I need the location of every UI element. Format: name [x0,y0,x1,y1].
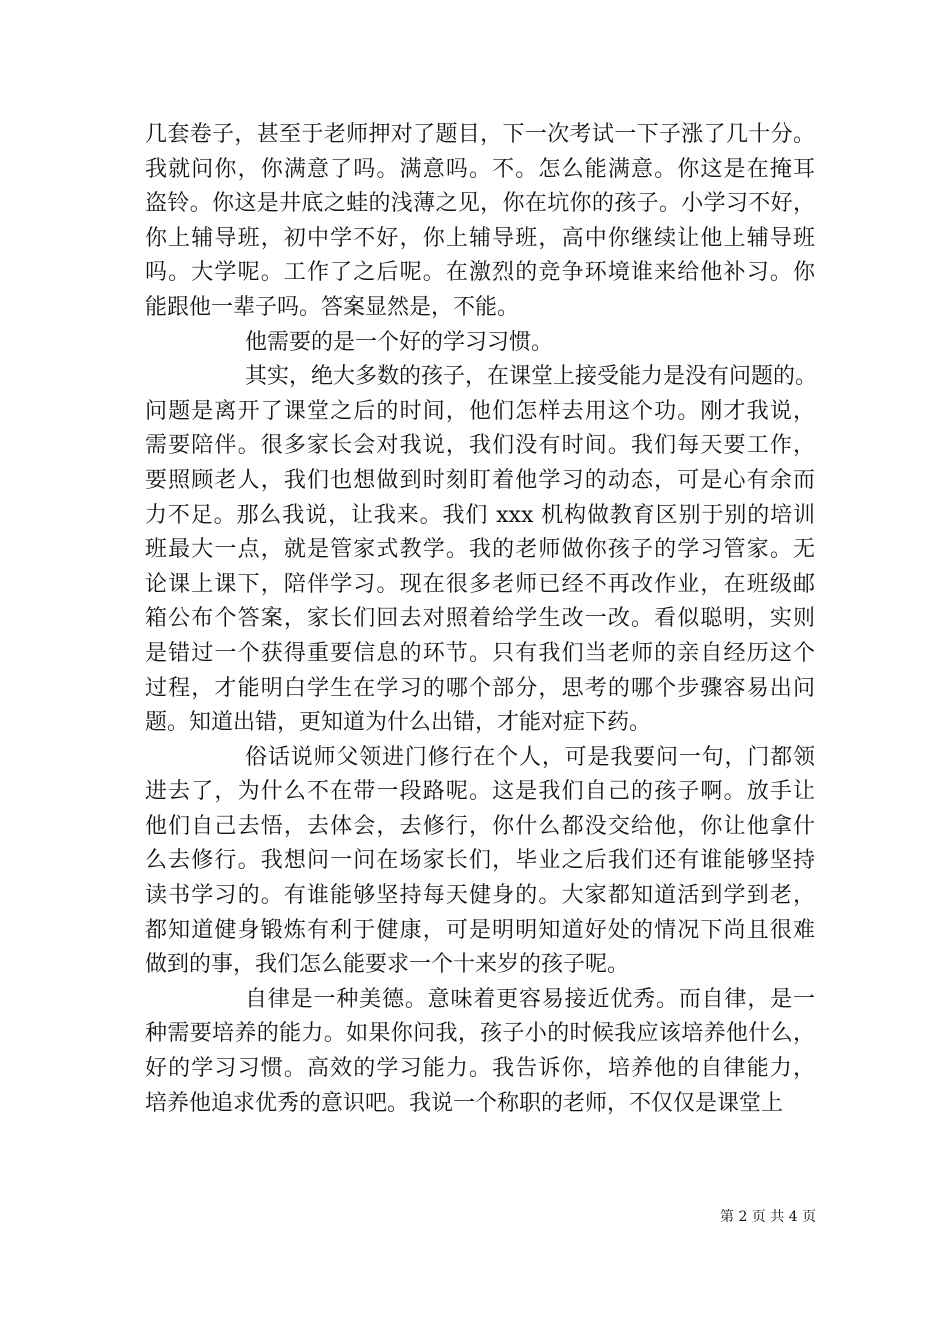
text-line: 种需要培养的能力。如果你问我，孩子小的时候我应该培养他什么， [145,1021,815,1047]
text-line: 进去了，为什么不在带一段路呢。这是我们自己的孩子啊。放手让 [145,779,815,805]
text-line: 盗铃。你这是井底之蛙的浅薄之见，你在坑你的孩子。小学习不好， [145,191,815,217]
text-line: 是错过一个获得重要信息的环节。只有我们当老师的亲自经历这个 [145,640,815,666]
text-line: 能跟他一辈子吗。答案显然是，不能。 [145,294,520,320]
paragraph [145,326,815,361]
text-line: 要照顾老人，我们也想做到时刻盯着他学习的动态，可是心有余而 [145,467,815,493]
text-line: 其实，绝大多数的孩子，在课堂上接受能力是没有问题的。 [245,364,818,390]
text-line: 么去修行。我想问一问在场家长们，毕业之后我们还有谁能够坚持 [145,848,815,874]
text-line: 培养他追求优秀的意识吧。我说一个称职的老师，不仅仅是课堂上 [145,1090,784,1116]
text-line: 需要陪伴。很多家长会对我说，我们没有时间。我们每天要工作， [145,433,815,459]
text-line: 论课上课下，陪伴学习。现在很多老师已经不再改作业，在班级邮 [145,571,815,597]
paragraph [145,360,818,741]
text-line: 俗话说师父领进门修行在个人，可是我要问一句，门都领 [245,744,815,770]
text-line: 过程，才能明白学生在学习的哪个部分，思考的哪个步骤容易出问 [145,675,815,701]
page-number: 第 2 页 共 4 页 [720,1209,817,1225]
text-line: 都知道健身锻炼有利于健康，可是明明知道好处的情况下尚且很难 [145,917,815,943]
text-line: 好的学习习惯。高效的学习能力。我告诉你，培养他的自律能力， [145,1056,815,1082]
text-line: 读书学习的。有谁能够坚持每天健身的。大家都知道活到学到老， [145,883,815,909]
text-line: 自律是一种美德。意味着更容易接近优秀。而自律，是一 [245,986,815,1012]
body-text [145,118,818,1121]
text-line: 箱公布个答案，家长们回去对照着给学生改一改。看似聪明，实则 [145,606,815,632]
text-line: 力不足。那么我说，让我来。我们 xxx 机构做教育区别于别的培训 [145,502,815,528]
paragraph [145,741,815,983]
text-line: 吗。大学呢。工作了之后呢。在激烈的竞争环境谁来给他补习。你 [145,260,815,286]
text-line: 做到的事，我们怎么能要求一个十来岁的孩子呢。 [145,952,630,978]
text-line: 我就问你，你满意了吗。满意吗。不。怎么能满意。你这是在掩耳 [145,156,815,182]
text-line: 问题是离开了课堂之后的时间，他们怎样去用这个功。刚才我说， [145,398,815,424]
text-line: 题。知道出错，更知道为什么出错，才能对症下药。 [145,710,652,736]
text-line: 他需要的是一个好的学习习惯。 [245,329,554,355]
text-line: 班最大一点，就是管家式教学。我的老师做你孩子的学习管家。无 [145,537,815,563]
paragraph [145,983,815,1121]
text-line: 几套卷子，甚至于老师押对了题目，下一次考试一下子涨了几十分。 [145,122,815,147]
text-line: 他们自己去悟，去体会，去修行，你什么都没交给他，你让他拿什 [145,813,815,839]
paragraph [145,118,815,326]
text-line: 你上辅导班，初中学不好，你上辅导班，高中你继续让他上辅导班 [145,225,815,251]
